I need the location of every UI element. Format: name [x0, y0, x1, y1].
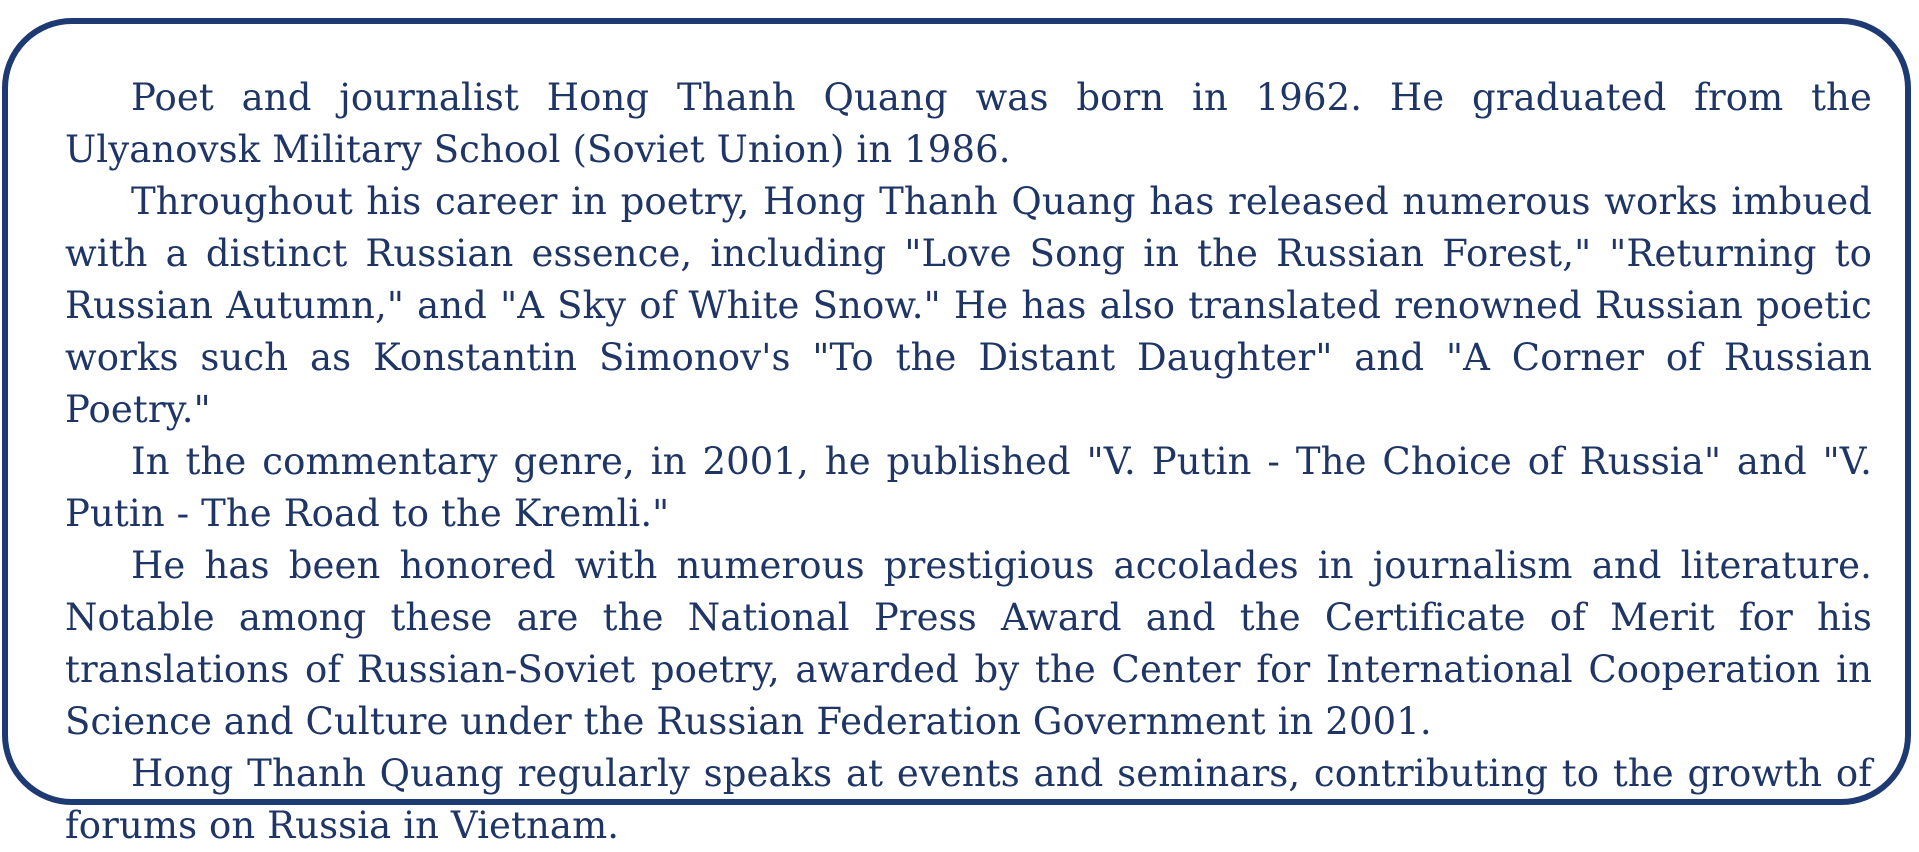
paragraph-awards: He has been honored with numerous prestigious accolades in journalism and literature. Notable among these are the National Press Award and the Certificate of Merit for his translations of Russian-Soviet poetry, awarded by the Center for International Cooperation in Science and Culture under the Russian Federation Government in 2001.	[65, 544, 1872, 743]
paragraph-speaking: Hong Thanh Quang regularly speaks at events and seminars, contributing to the growth of forums on Russia in Vietnam.	[65, 752, 1872, 847]
paragraph-commentary-works: In the commentary genre, in 2001, he published "V. Putin - The Choice of Russia" and "V. Putin - The Road to the Kremli."	[65, 440, 1872, 535]
paragraph-birth-education: Poet and journalist Hong Thanh Quang was born in 1962. He graduated from the Ulyanovsk Military School (Soviet Union) in 1986.	[65, 76, 1872, 171]
bio-text-body	[65, 72, 1872, 852]
bio-text-box	[2, 18, 1911, 847]
paragraph-poetry-career: Throughout his career in poetry, Hong Thanh Quang has released numerous works imbued with a distinct Russian essence, including "Love Song in the Russian Forest," "Returning to Russian Autumn," and "A Sky of White Snow." He has also translated renowned Russian poetic works such as Konstantin Simonov's "To the Distant Daughter" and "A Corner of Russian Poetry."	[65, 180, 1872, 431]
